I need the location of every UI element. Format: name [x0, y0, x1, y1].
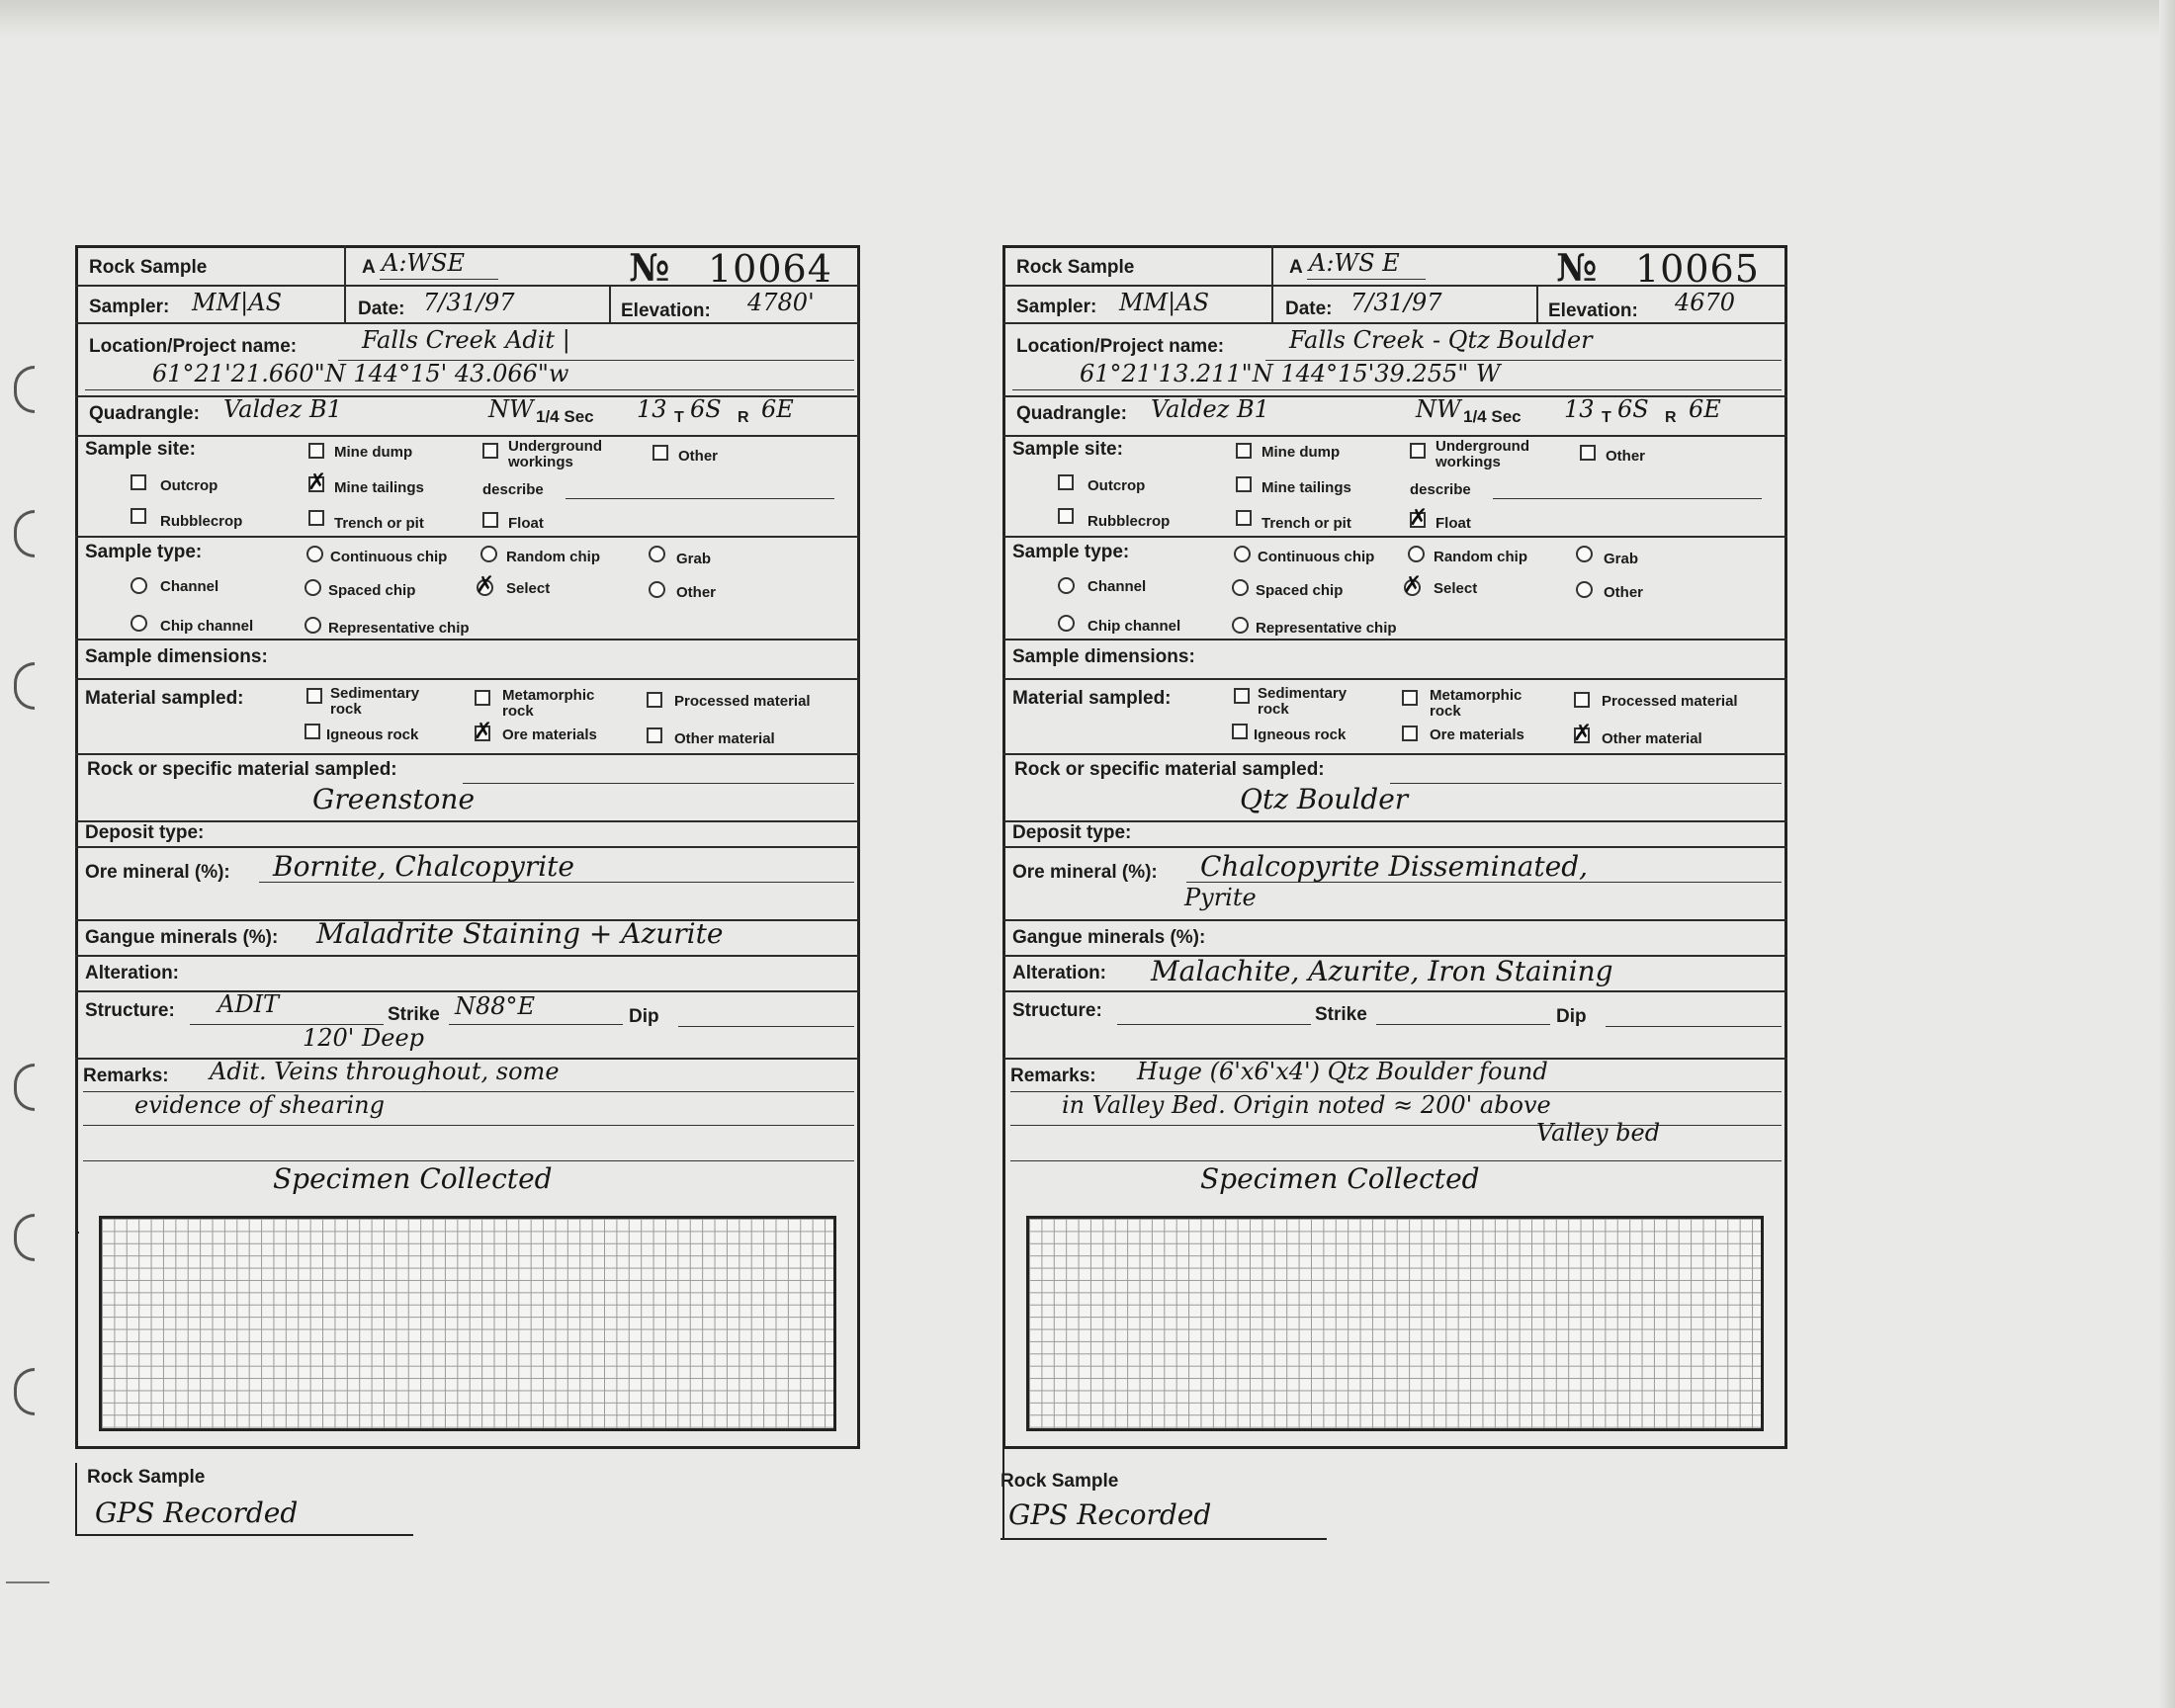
option-spaced-chip: Spaced chip — [328, 582, 416, 599]
material-sampled-label: Material sampled: — [85, 688, 244, 709]
structure-note: 120' Deep — [303, 1024, 425, 1052]
strike-underline — [1376, 1024, 1550, 1025]
rock-sample-card-10064 — [75, 245, 866, 1451]
rock-specific-label: Rock or specific material sampled: — [87, 759, 397, 780]
checkbox-mine-tailings[interactable] — [307, 470, 327, 495]
option-chip-channel: Chip channel — [1088, 618, 1181, 635]
section-value: 13 — [1564, 395, 1595, 423]
sample-type-label: Sample type: — [85, 542, 203, 562]
rock-specific-underline — [1390, 783, 1782, 784]
radio-select[interactable] — [476, 572, 495, 598]
row-divider — [75, 753, 860, 755]
remarks-line-1: Huge (6'x6'x4') Qtz Boulder found — [1137, 1058, 1548, 1085]
option-representative-chip: Representative chip — [328, 620, 470, 637]
dip-underline — [678, 1026, 854, 1027]
location-value: Falls Creek - Qtz Boulder — [1289, 326, 1593, 354]
option-other-material: Other material — [674, 730, 775, 747]
footer-vline-right — [1002, 1449, 1004, 1540]
aa-label: A — [1289, 257, 1303, 278]
row-divider — [75, 395, 860, 397]
check-mark: ✗ — [1409, 505, 1429, 531]
row-divider — [1002, 639, 1787, 640]
footer-label-left: Rock Sample — [87, 1467, 206, 1488]
option-underground-2: workings — [508, 454, 573, 470]
date-value: 7/31/97 — [423, 289, 515, 316]
checkbox-outcrop[interactable] — [130, 474, 146, 490]
option-underground-2: workings — [1436, 454, 1501, 470]
row-divider — [1002, 395, 1787, 397]
checkbox-sedimentary[interactable] — [306, 688, 322, 704]
row-divider — [75, 322, 860, 324]
remarks-line-4: Specimen Collected — [273, 1162, 553, 1195]
sketch-grid — [99, 1216, 836, 1431]
aa-label: A — [362, 257, 376, 278]
row-divider — [1002, 678, 1787, 680]
footer-vline-left — [75, 1463, 77, 1536]
checkbox-float[interactable] — [482, 512, 498, 528]
elevation-value: 4670 — [1675, 289, 1736, 316]
radio-chip-channel[interactable] — [130, 615, 147, 632]
radio-channel[interactable] — [1058, 577, 1075, 594]
sample-number: 10065 — [1635, 247, 1760, 291]
checkbox-underground[interactable] — [1410, 443, 1426, 459]
page-right-shadow — [2159, 0, 2175, 1708]
location-label: Location/Project name: — [1016, 336, 1225, 357]
footer-note-left: GPS Recorded — [95, 1496, 299, 1529]
option-trench: Trench or pit — [334, 515, 424, 532]
option-channel: Channel — [160, 578, 219, 595]
row-divider — [1002, 322, 1787, 324]
radio-grab[interactable] — [1576, 546, 1593, 562]
describe-label: describe — [1410, 481, 1471, 498]
check-mark: ✗ — [307, 470, 327, 495]
quadrangle-label: Quadrangle: — [89, 403, 200, 424]
sample-type-label: Sample type: — [1012, 542, 1130, 562]
option-random-chip: Random chip — [506, 549, 601, 565]
date-label: Date: — [358, 299, 405, 319]
option-random-chip: Random chip — [1434, 549, 1528, 565]
structure-label: Structure: — [85, 1000, 175, 1021]
aa-value: A:WS E — [1309, 249, 1400, 277]
radio-type-other[interactable] — [1576, 581, 1593, 598]
checkbox-processed[interactable] — [1574, 692, 1590, 708]
option-sedimentary-2: rock — [330, 701, 362, 718]
row-divider — [1002, 435, 1787, 437]
option-grab: Grab — [676, 551, 712, 567]
sketch-grid — [1026, 1216, 1764, 1431]
quadrangle-label: Quadrangle: — [1016, 403, 1127, 424]
coordinates-value: 61°21'13.211"N 144°15'39.255" W — [1080, 360, 1501, 387]
row-divider — [75, 955, 860, 957]
row-divider — [75, 435, 860, 437]
option-underground: Underground — [1436, 438, 1529, 455]
remarks-line-4: Specimen Collected — [1200, 1162, 1480, 1195]
option-ore-materials: Ore materials — [1430, 726, 1524, 743]
option-site-other: Other — [678, 448, 719, 465]
strike-underline — [449, 1024, 623, 1025]
township-value: 6S — [1617, 395, 1649, 423]
checkbox-ore-materials[interactable] — [474, 719, 493, 744]
form-title: Rock Sample — [89, 257, 208, 278]
remarks-underline — [1010, 1160, 1782, 1161]
elevation-value: 4780' — [747, 289, 815, 316]
deposit-type-label: Deposit type: — [85, 822, 205, 843]
strike-label: Strike — [1315, 1004, 1367, 1025]
section-value: 13 — [637, 395, 667, 423]
option-outcrop: Outcrop — [160, 477, 218, 494]
radio-select[interactable] — [1403, 572, 1423, 598]
footer-line-right — [1000, 1538, 1327, 1540]
rock-specific-label: Rock or specific material sampled: — [1014, 759, 1325, 780]
checkbox-site-other[interactable] — [1580, 445, 1596, 461]
radio-continuous-chip[interactable] — [306, 546, 323, 562]
rock-specific-value: Greenstone — [312, 783, 476, 815]
divider — [344, 285, 346, 322]
remarks-underline — [83, 1125, 854, 1126]
option-other-material: Other material — [1602, 730, 1702, 747]
material-sampled-label: Material sampled: — [1012, 688, 1172, 709]
alteration-label: Alteration: — [85, 963, 179, 983]
number-sign: № — [629, 245, 670, 290]
aa-value: A:WSE — [382, 249, 466, 277]
rock-sample-card-10065 — [1002, 245, 1793, 1451]
check-mark: ✗ — [474, 719, 493, 744]
quarter-value: NW — [1416, 395, 1461, 423]
option-mine-tailings: Mine tailings — [334, 479, 424, 496]
ore-mineral-value: Bornite, Chalcopyrite — [273, 850, 574, 883]
date-label: Date: — [1285, 299, 1333, 319]
checkbox-metamorphic[interactable] — [1402, 690, 1418, 706]
aa-underline — [380, 279, 498, 280]
option-metamorphic-2: rock — [1430, 703, 1461, 720]
quarter-sec-label: 1/4 Sec — [536, 407, 594, 426]
option-spaced-chip: Spaced chip — [1256, 582, 1344, 599]
range-value: 6E — [1689, 395, 1721, 423]
rock-specific-value: Qtz Boulder — [1240, 783, 1409, 815]
checkbox-other-material[interactable] — [1573, 721, 1593, 746]
remarks-line-1: Adit. Veins throughout, some — [210, 1058, 560, 1085]
divider — [1271, 245, 1273, 285]
option-grab: Grab — [1604, 551, 1639, 567]
sample-site-label: Sample site: — [1012, 439, 1123, 460]
radio-representative-chip[interactable] — [1232, 617, 1249, 634]
option-metamorphic: Metamorphic — [1430, 687, 1522, 704]
ore-mineral-underline — [1186, 882, 1782, 883]
elevation-label: Elevation: — [1548, 300, 1638, 321]
divider — [344, 245, 346, 285]
coordinates-underline — [85, 389, 854, 390]
option-igneous: Igneous rock — [1254, 726, 1347, 743]
checkbox-rubblecrop[interactable] — [1058, 508, 1074, 524]
ore-mineral-label: Ore mineral (%): — [85, 862, 230, 883]
option-mine-tailings: Mine tailings — [1262, 479, 1351, 496]
row-divider — [1002, 285, 1787, 287]
rock-specific-underline — [463, 783, 854, 784]
checkbox-outcrop[interactable] — [1058, 474, 1074, 490]
ore-mineral-value: Chalcopyrite Disseminated, — [1200, 850, 1589, 883]
option-type-other: Other — [1604, 584, 1644, 601]
quarter-value: NW — [488, 395, 534, 423]
option-continuous-chip: Continuous chip — [1258, 549, 1375, 565]
option-site-other: Other — [1606, 448, 1646, 465]
checkbox-rubblecrop[interactable] — [130, 508, 146, 524]
option-igneous: Igneous rock — [326, 726, 419, 743]
quadrangle-value: Valdez B1 — [1151, 395, 1269, 423]
radio-spaced-chip[interactable] — [304, 579, 321, 596]
radio-continuous-chip[interactable] — [1234, 546, 1251, 562]
sampler-value: MM|AS — [192, 289, 283, 316]
row-divider — [75, 536, 860, 538]
number-sign: № — [1556, 245, 1598, 290]
option-sedimentary-2: rock — [1258, 701, 1289, 718]
radio-chip-channel[interactable] — [1058, 615, 1075, 632]
checkbox-underground[interactable] — [482, 443, 498, 459]
dip-label: Dip — [1556, 1006, 1587, 1027]
sample-dimensions-label: Sample dimensions: — [1012, 646, 1195, 667]
option-sedimentary: Sedimentary — [330, 685, 420, 702]
checkbox-mine-dump[interactable] — [308, 443, 324, 459]
alteration-label: Alteration: — [1012, 963, 1106, 983]
checkbox-metamorphic[interactable] — [475, 690, 490, 706]
checkbox-site-other[interactable] — [652, 445, 668, 461]
option-processed: Processed material — [1602, 693, 1738, 710]
footer-label-right: Rock Sample — [1000, 1471, 1119, 1492]
ore-mineral-value-2: Pyrite — [1184, 884, 1257, 911]
checkbox-mine-tailings[interactable] — [1236, 476, 1252, 492]
alteration-value: Malachite, Azurite, Iron Staining — [1151, 955, 1613, 987]
option-metamorphic-2: rock — [502, 703, 534, 720]
gangue-label: Gangue minerals (%): — [1012, 927, 1206, 948]
checkbox-igneous[interactable] — [304, 724, 320, 739]
check-mark: ✗ — [1403, 572, 1423, 598]
location-label: Location/Project name: — [89, 336, 298, 357]
remarks-label: Remarks: — [83, 1066, 169, 1086]
describe-underline — [566, 498, 834, 499]
structure-label: Structure: — [1012, 1000, 1102, 1021]
row-divider — [1002, 536, 1787, 538]
describe-label: describe — [482, 481, 544, 498]
deposit-type-label: Deposit type: — [1012, 822, 1132, 843]
option-underground: Underground — [508, 438, 602, 455]
sample-dimensions-label: Sample dimensions: — [85, 646, 268, 667]
radio-grab[interactable] — [649, 546, 665, 562]
range-value: 6E — [761, 395, 794, 423]
strike-value: N88°E — [455, 992, 536, 1020]
page-top-shadow — [0, 0, 2175, 38]
elevation-label: Elevation: — [621, 300, 711, 321]
divider — [1271, 285, 1273, 322]
quadrangle-value: Valdez B1 — [223, 395, 342, 423]
page-edge-mark — [6, 1581, 49, 1583]
checkbox-float[interactable] — [1409, 505, 1429, 531]
option-metamorphic: Metamorphic — [502, 687, 595, 704]
gangue-label: Gangue minerals (%): — [85, 927, 279, 948]
strike-label: Strike — [388, 1004, 440, 1025]
aa-underline — [1307, 279, 1426, 280]
checkbox-sedimentary[interactable] — [1234, 688, 1250, 704]
dip-underline — [1606, 1026, 1782, 1027]
divider — [609, 285, 611, 322]
ore-mineral-label: Ore mineral (%): — [1012, 862, 1158, 883]
option-representative-chip: Representative chip — [1256, 620, 1397, 637]
remarks-line-2: in Valley Bed. Origin noted ≈ 200' above — [1062, 1091, 1551, 1119]
row-divider — [1002, 919, 1787, 921]
sampler-label: Sampler: — [89, 297, 170, 317]
checkbox-mine-dump[interactable] — [1236, 443, 1252, 459]
dip-label: Dip — [629, 1006, 659, 1027]
gangue-value: Maladrite Staining + Azurite — [316, 917, 724, 950]
option-channel: Channel — [1088, 578, 1147, 595]
radio-channel[interactable] — [130, 577, 147, 594]
describe-underline — [1493, 498, 1762, 499]
radio-type-other[interactable] — [649, 581, 665, 598]
township-label: T — [1602, 409, 1611, 426]
option-mine-dump: Mine dump — [1262, 444, 1341, 461]
form-title: Rock Sample — [1016, 257, 1135, 278]
row-divider — [75, 639, 860, 640]
option-processed: Processed material — [674, 693, 811, 710]
option-rubblecrop: Rubblecrop — [1088, 513, 1171, 530]
divider — [1536, 285, 1538, 322]
option-float: Float — [508, 515, 544, 532]
coordinates-value: 61°21'21.660"N 144°15' 43.066"w — [152, 360, 569, 387]
date-value: 7/31/97 — [1350, 289, 1442, 316]
structure-value: ADIT — [218, 990, 280, 1018]
option-rubblecrop: Rubblecrop — [160, 513, 243, 530]
row-divider — [75, 678, 860, 680]
option-select: Select — [506, 580, 551, 597]
option-ore-materials: Ore materials — [502, 726, 597, 743]
township-label: T — [674, 409, 684, 426]
option-type-other: Other — [676, 584, 717, 601]
remarks-line-2: evidence of shearing — [134, 1091, 385, 1119]
option-outcrop: Outcrop — [1088, 477, 1146, 494]
coordinates-underline — [1012, 389, 1782, 390]
option-sedimentary: Sedimentary — [1258, 685, 1348, 702]
township-value: 6S — [690, 395, 722, 423]
row-divider — [1002, 990, 1787, 992]
checkbox-trench[interactable] — [308, 510, 324, 526]
sampler-value: MM|AS — [1119, 289, 1210, 316]
check-mark: ✗ — [1573, 721, 1593, 746]
row-divider — [1002, 846, 1787, 848]
option-mine-dump: Mine dump — [334, 444, 413, 461]
row-divider — [1002, 753, 1787, 755]
range-label: R — [738, 409, 749, 426]
radio-random-chip[interactable] — [1408, 546, 1425, 562]
ore-mineral-underline — [259, 882, 854, 883]
footer-line-left — [75, 1534, 413, 1536]
option-trench: Trench or pit — [1262, 515, 1351, 532]
option-float: Float — [1436, 515, 1471, 532]
footer-tick — [75, 1232, 79, 1234]
row-divider — [75, 846, 860, 848]
range-label: R — [1665, 409, 1677, 426]
row-divider — [75, 285, 860, 287]
checkbox-other-material[interactable] — [647, 727, 662, 743]
location-value: Falls Creek Adit | — [362, 326, 570, 354]
quarter-sec-label: 1/4 Sec — [1463, 407, 1522, 426]
option-chip-channel: Chip channel — [160, 618, 254, 635]
sample-site-label: Sample site: — [85, 439, 196, 460]
checkbox-igneous[interactable] — [1232, 724, 1248, 739]
radio-representative-chip[interactable] — [304, 617, 321, 634]
option-select: Select — [1434, 580, 1478, 597]
radio-spaced-chip[interactable] — [1232, 579, 1249, 596]
remarks-line-3: Valley bed — [1536, 1119, 1661, 1147]
option-continuous-chip: Continuous chip — [330, 549, 448, 565]
check-mark: ✗ — [476, 572, 495, 598]
remarks-underline — [1010, 1125, 1782, 1126]
structure-underline — [1117, 1024, 1311, 1025]
footer-note-right: GPS Recorded — [1008, 1498, 1212, 1531]
checkbox-processed[interactable] — [647, 692, 662, 708]
remarks-underline — [83, 1160, 854, 1161]
sample-number: 10064 — [708, 247, 832, 291]
checkbox-ore-materials[interactable] — [1402, 726, 1418, 741]
checkbox-trench[interactable] — [1236, 510, 1252, 526]
radio-random-chip[interactable] — [480, 546, 497, 562]
sampler-label: Sampler: — [1016, 297, 1097, 317]
remarks-label: Remarks: — [1010, 1066, 1096, 1086]
